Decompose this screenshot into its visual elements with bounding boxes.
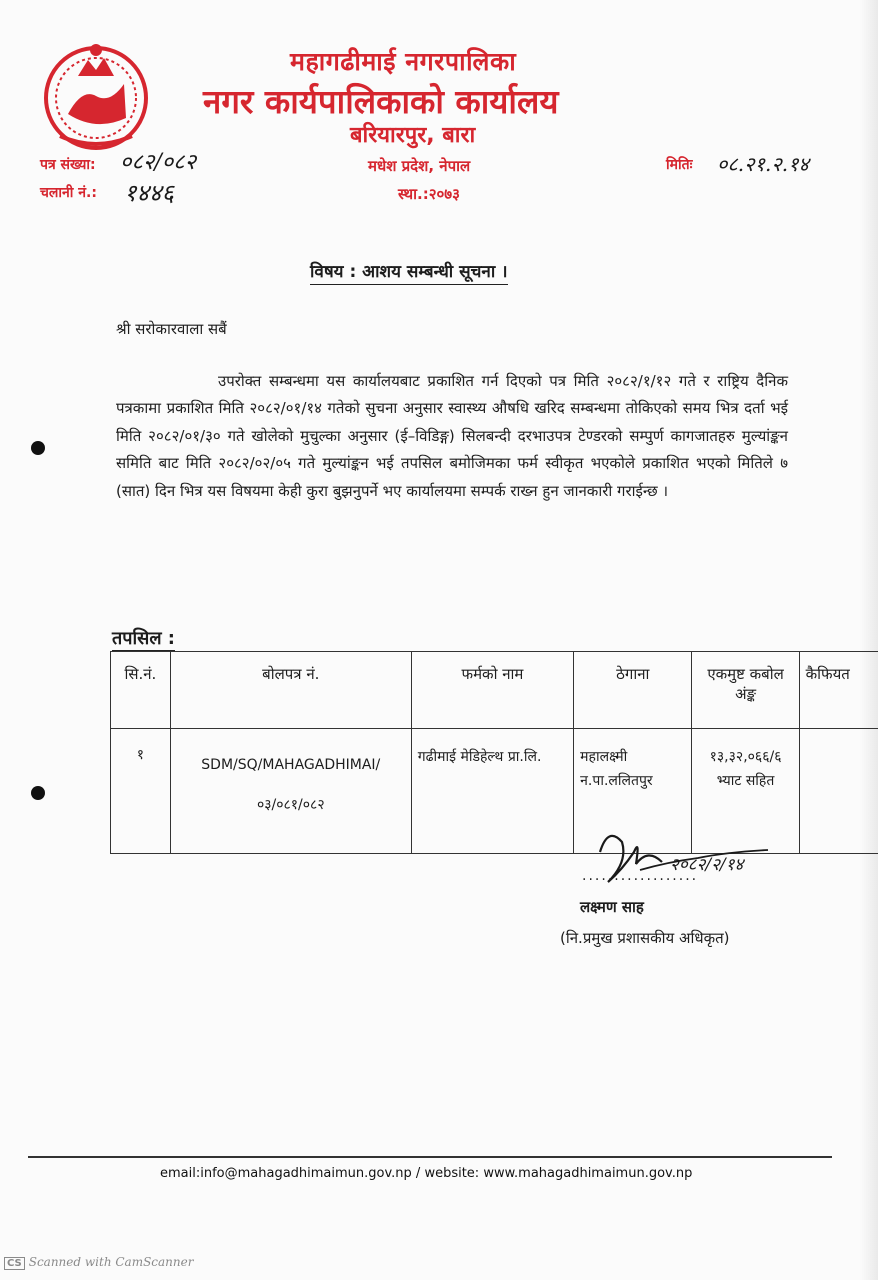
office-address: बरियारपुर, बारा [350, 123, 476, 148]
page-edge-shadow [860, 0, 878, 1280]
bid-number-line-2: ०३/०८१/०८२ [256, 797, 325, 813]
office-name: नगर कार्यपालिकाको कार्यालय [203, 82, 559, 121]
bid-amount-cell: १३,३२,०६६/६ भ्याट सहित [692, 729, 799, 854]
camscanner-logo-icon: CS [4, 1257, 25, 1270]
footer-contact: email:info@mahagadhimaimun.gov.np / website: www.mahagadhimaimun.gov.np [160, 1166, 693, 1181]
reference-number-value: ०८२/०८२ [120, 150, 197, 175]
handwritten-signature [578, 822, 778, 902]
nepal-emblem-logo [38, 36, 154, 152]
bid-number-line-1: SDM/SQ/MAHAGADHIMAI/ [201, 757, 381, 773]
signatory-title: (नि.प्रमुख प्रशासकीय अधिकृत) [560, 929, 730, 947]
date-label: मितिः [666, 157, 693, 173]
notice-body: उपरोक्त सम्बन्धमा यस कार्यालयबाट प्रकाशित गर्न दिएको पत्र मिति २०८२/१/१२ गते र राष्ट्रिय दैनिक पत्रकामा प्रकाशित मिति २०८२/०१/१४ गतेको सुचना अनुसार स्वास्थ्य औषधि खरिद सम्बन्धमा तोकिएको समय भित्र दर्ता भई मिति २०८२/०१/३० गते खोलेको मुचुल्का अनुसार (ई–विडिङ्ग) सिलबन्दी दरभाउपत्र टेण्डरको सम्पुर्ण कागजातहरु मुल्यांङ्कन समिति बाट मिति २०८२/०२/०५ गते मुल्यांङ्कन भई तपसिल बमोजिमका फर्म स्वीकृत भएकोले प्रकाशित भएको मितिले ७ (सात) दिन भित्र यस विषयमा केही कुरा बुझनुपर्ने भए कार्यालयमा सम्पर्क राख्न हुन जानकारी गराईन्छ । [116, 372, 788, 500]
serial-number-cell: १ [111, 729, 171, 854]
province-line: मधेश प्रदेश, नेपाल [368, 157, 471, 175]
municipality-name: महागढीमाई नगरपालिका [290, 47, 517, 76]
column-header: फर्मको नाम [411, 652, 573, 729]
footer-divider [28, 1156, 832, 1158]
signatory-name: लक्ष्मण साह [580, 898, 644, 916]
watermark-text: Scanned with CamScanner [28, 1255, 194, 1269]
signature-date: २०८२/२/१४ [670, 855, 744, 875]
column-header: सि.नं. [111, 652, 171, 729]
column-header: बोलपत्र नं. [170, 652, 411, 729]
details-heading: तपसिल : [112, 628, 175, 649]
firm-name-cell: गढीमाई मेडिहेल्थ प्रा.लि. [411, 729, 573, 854]
established-year: स्था.:२०७३ [398, 185, 460, 203]
punch-hole-mark [31, 441, 45, 455]
punch-hole-mark [31, 786, 45, 800]
bid-number-cell [170, 729, 411, 854]
salutation: श्री सरोकारवाला सबैं [116, 320, 227, 338]
remarks-cell [799, 729, 878, 854]
dispatch-number-label: चलानी नं.: [40, 185, 97, 201]
table-header-row [111, 652, 878, 729]
subject-heading: विषय : आशय सम्बन्धी सूचना । [310, 259, 508, 285]
column-header: कैफियत [799, 652, 878, 729]
date-value: ०८.२१.२.१४ [717, 152, 809, 176]
column-header: ठेगाना [574, 652, 692, 729]
signature-line: .................. [582, 868, 699, 884]
reference-number-label: पत्र संख्या: [40, 157, 96, 173]
firm-address-cell: महालक्ष्मी न.पा.ललितपुर [574, 729, 692, 854]
scanner-watermark [4, 1255, 193, 1270]
dispatch-number-value: १४४६ [124, 179, 174, 207]
column-header: एकमुष्ट कबोल अंङ्क [692, 652, 799, 729]
